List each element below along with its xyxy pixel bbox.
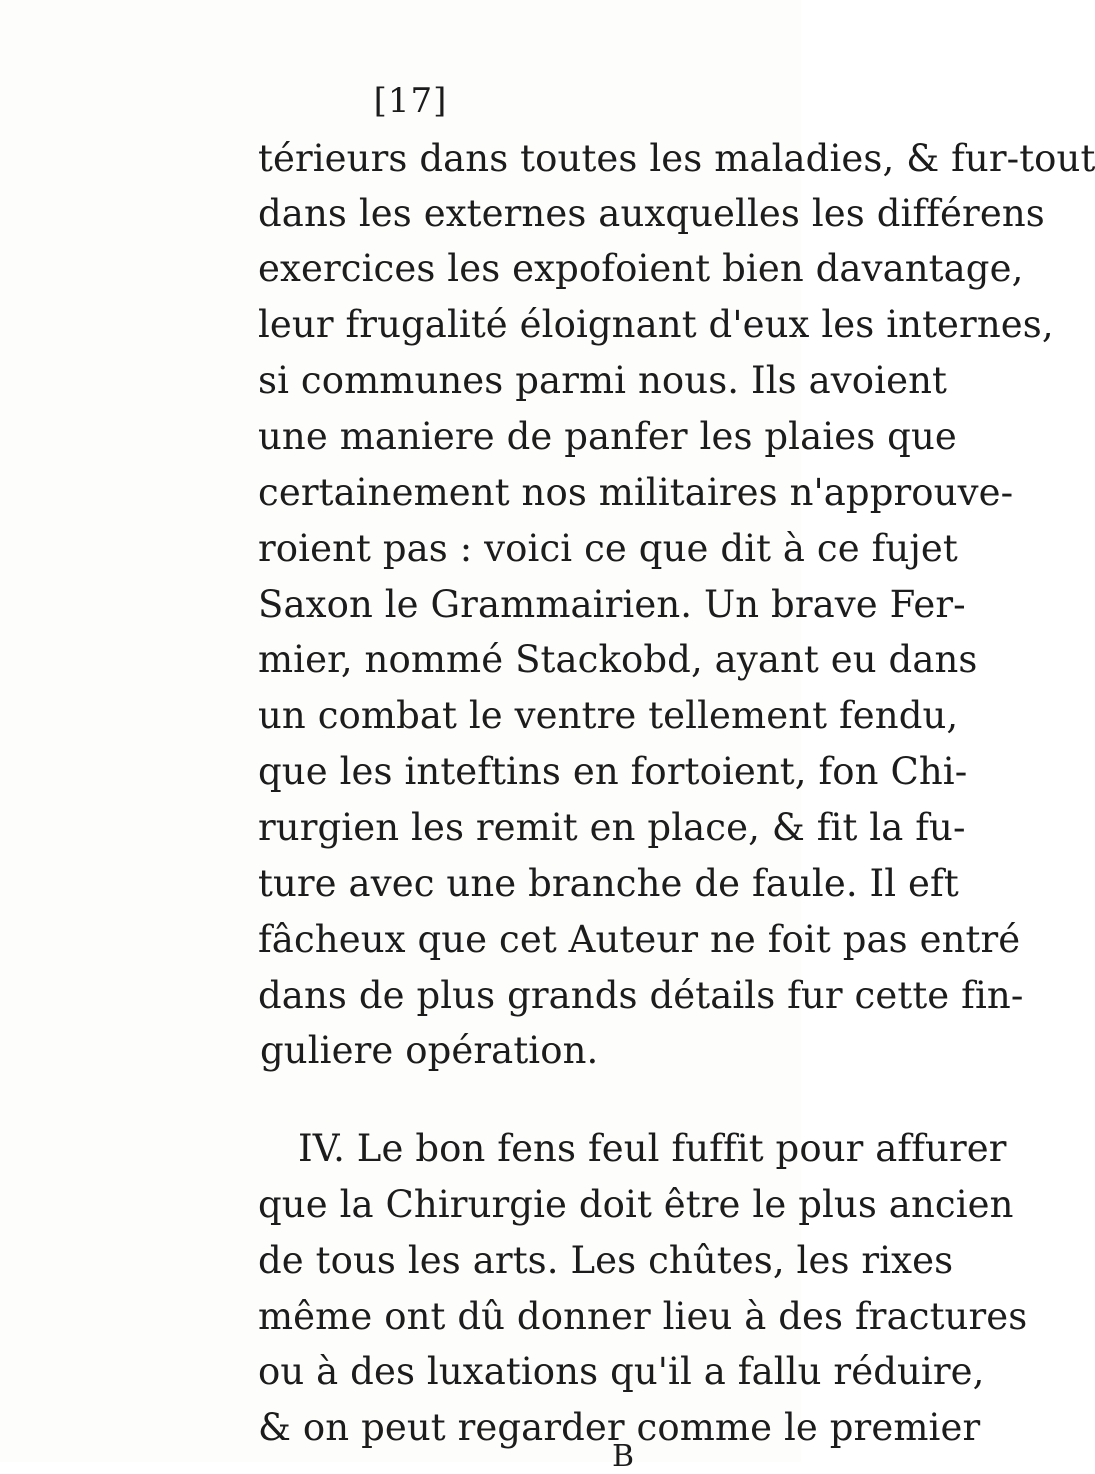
text-line: mier, nommé Stackobd, ayant eu dans: [258, 638, 978, 681]
text-line: une maniere de panfer les plaies que: [258, 415, 957, 458]
text-line: IV. Le bon fens feul fuffit pour affurer: [298, 1127, 1007, 1170]
text-line: ou à des luxations qu'il a fallu réduire,: [258, 1350, 985, 1393]
text-line: que les inteftins en fortoient, fon Chi-: [258, 750, 968, 793]
text-line: rurgien les remit en place, & fit la fu-: [258, 806, 966, 849]
text-line: dans les externes auxquelles les différens: [258, 192, 1045, 235]
page-number-header: [17]: [373, 81, 448, 121]
text-line: fâcheux que cet Auteur ne foit pas entré: [258, 918, 1021, 961]
signature-mark: B: [612, 1439, 635, 1474]
text-line: guliere opération.: [260, 1029, 599, 1072]
text-line: & on peut regarder comme le premier: [258, 1406, 981, 1449]
text-line: Saxon le Grammairien. Un brave Fer-: [258, 583, 966, 626]
text-line: même ont dû donner lieu à des fractures: [258, 1295, 1028, 1338]
text-line: certainement nos militaires n'approuve-: [258, 471, 1014, 514]
text-line: que la Chirurgie doit être le plus ancien: [258, 1183, 1014, 1226]
text-line: si communes parmi nous. Ils avoient: [258, 359, 947, 402]
text-line: dans de plus grands détails fur cette fin-: [258, 974, 1024, 1017]
text-line: ture avec une branche de faule. Il eft: [258, 862, 959, 905]
text-line: un combat le ventre tellement fendu,: [258, 694, 959, 737]
text-line: exercices les expofoient bien davantage,: [258, 247, 1024, 290]
text-line: leur frugalité éloignant d'eux les internes,: [258, 303, 1054, 346]
text-line: térieurs dans toutes les maladies, & fur-tout: [258, 137, 1095, 180]
text-line: de tous les arts. Les chûtes, les rixes: [258, 1239, 954, 1282]
text-line: roient pas : voici ce que dit à ce fujet: [258, 527, 958, 570]
